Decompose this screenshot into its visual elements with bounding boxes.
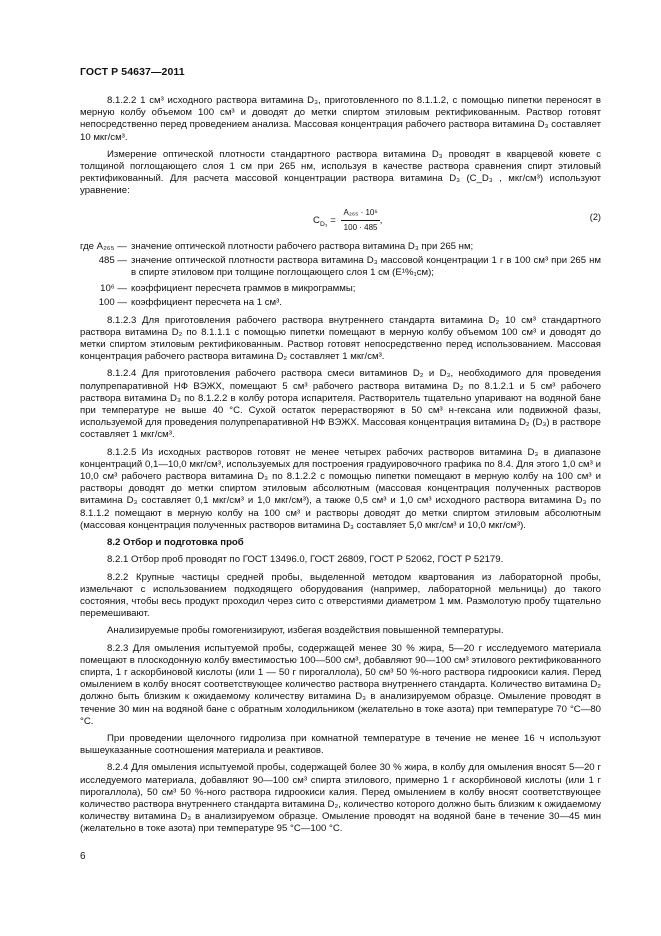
paragraph-8-1-2-4: 8.1.2.4 Для приготовления рабочего раствора смеси витаминов D₂ и D₃, необходимого для проведения полупрепаративной НФ ВЭЖХ, помещают 5 см³ рабочего раствора витамина D₂ по 8.1.2.1 и 5 см³ рабочего раствора витамина D₃ по 8.1.2.2 в колбу ротора испарителя. Растворитель тщательно упаривают на водяной бане при температуре не выше 40 °С. Сухой остаток перерастворяют в 50 см³ н-гексана или подвижной фазы, используемой для проведения полупрепаративной НФ ВЭЖХ. Массовая концентрация витамина D₂ (D₃) в растворе составляет 1 мкг/см³. (80, 368, 601, 441)
formula-expression (313, 207, 382, 234)
formula-2 (80, 203, 601, 235)
legend-text: значение оптической плотности раствора витамина D₃ массовой концентрации 1 г в 100 см³ при 265 нм в спирте этиловом при толщине поглощающего слоя 1 см (E¹%₁см); (131, 254, 601, 279)
legend-label: 100 — (98, 297, 127, 309)
legend-label: 10⁶ — (100, 283, 127, 295)
formula-tail: , (379, 214, 383, 226)
document-header: ГОСТ Р 54637—2011 (80, 66, 185, 78)
formula-lhs: C (313, 214, 320, 226)
paragraph-measurement: Измерение оптической плотности стандартного раствора витамина D₃ проводят в кварцевой кювете с толщиной поглощающего слоя 1 см при 265 нм, используя в качестве раствора сравнения спирт этиловый ректификованный. Для расчета массовой концентрации раствора витамина D₃ (C_D₃ , мкг/см³) используют уравнение: (80, 148, 601, 197)
section-heading: 8.2 Отбор и подготовка проб (107, 537, 244, 549)
formula-relation: = (330, 214, 336, 226)
legend-text: значение оптической плотности рабочего раствора витамина D₃ при 265 нм; (131, 240, 474, 252)
paragraph-homogenize: Анализируемые пробы гомогенизируют, избегая воздействия повышенной температуры. (107, 625, 504, 637)
formula-fraction (341, 207, 379, 234)
formula-lhs-sub: D₃ (319, 220, 328, 228)
formula-denominator: 100 · 485 (343, 222, 378, 232)
document-body (80, 95, 601, 841)
legend-text: коэффициент пересчета граммов в микрограммы; (131, 283, 356, 295)
legend-label: где A₂₆₅ — (80, 240, 127, 252)
paragraph-8-1-2-5: 8.1.2.5 Из исходных растворов готовят не менее четырех рабочих растворов витамина D₃ в диапазоне концентраций 0,1—10,0 мкг/см³, используемых для построения градуировочного графика по 8.4. Для этого 1,0 см³ и 10,0 см³ рабочего раствора витамина D₃ по 8.1.2.2 с помощью пипетки помещают в мерную колбу на 100 см³ и растворы доводят до метки спиртом этиловым абсолютным (массовая концентрация полученных растворов витамина D₃ составляет 0,1 мкг/см³ и 1,0 мкг/см³), а также 0,5 см³ и 1,0 см³ исходного раствора витамина D₃ по 8.1.1.2 помещают в мерную колбу на 100 см³ и растворы доводят до метки спиртом этиловым абсолютным (массовая концентрация полученных растворов витамина D₃ составляет 5,0 мкг/см³ и 10,0 мкг/см³). (80, 446, 601, 531)
legend-row (80, 297, 601, 309)
paragraph-8-1-2-2: 8.1.2.2 1 см³ исходного раствора витамина D₃, приготовленного по 8.1.1.2, с помощью пипетки переносят в мерную колбу объемом 100 см³ и доводят до метки спиртом этиловым ректификованным. Раствор готовят непосредственно перед проведением анализа. Массовая концентрация рабочего раствора витамина D₃ составляет 10 мкг/см³. (80, 95, 601, 143)
legend-row (80, 241, 601, 253)
legend-label: 485 — (98, 254, 127, 266)
page-number: 6 (80, 851, 86, 862)
legend-text: коэффициент пересчета на 1 см³. (131, 297, 282, 309)
formula-number: (2) (589, 211, 601, 222)
paragraph-8-2-4: 8.2.4 Для омыления испытуемой пробы, содержащей более 30 % жира, в колбу для омыления вносят 5—20 г исследуемого материала, добавляют 90—100 см³ спирта этилового, примерно 1 г аскорбиновой кислоты (или 1 г пирогаллола), 50 см³ 50 %-ного раствора гидроокиси калия. Перед омылением в колбу вносят соответствующее количество раствора внутреннего стандарта витамина D₂, количество которого должно быть близким к ожидаемому количеству витамина D₃ в анализируемом образце. Омыление проводят на водяной бане в течение 30—45 мин (желательно в токе азота) при температуре 95 °С—100 °С. (80, 762, 601, 835)
paragraph-8-2-3: 8.2.3 Для омыления испытуемой пробы, содержащей менее 30 % жира, 5—20 г исследуемого материала помещают в плоскодонную колбу вместимостью 100—500 см³, добавляют 90—100 см³ этилового ректификованного спирта, 1 г аскорбиновой кислоты (или 1 — 50 г пирогаллола), 50 см³ 50 %-ного раствора гидроокиси калия. Перед омылением в колбу вносят соответствующее количество раствора внутреннего стандарта. Количество витамина D₂ должно быть близким к ожидаемому количеству витамина D₃ в анализируемом образце. Омыление проводят в течение 30 мин на водяной бане с обратным холодильником (желательно в токе азота) при температуре 70 °С—80 °С. (80, 642, 601, 727)
formula-numerator: A₂₆₅ · 10⁶ (341, 207, 379, 221)
paragraph-8-2-1: 8.2.1 Отбор проб проводят по ГОСТ 13496.0, ГОСТ 26809, ГОСТ Р 52062, ГОСТ Р 52179. (107, 554, 504, 566)
paragraph-8-2-2: 8.2.2 Крупные частицы средней пробы, выделенной методом квартования из лабораторной пробы, измельчают с использованием подходящего оборудования (например, лабораторной мельницы) до такого состояния, чтобы весь продукт проходил через сито с отверстиями диаметром 1 мм. Размолотую пробу тщательно перемешивают. (80, 571, 601, 620)
legend-row (80, 283, 601, 295)
paragraph-8-1-2-3: 8.1.2.3 Для приготовления рабочего раствора внутреннего стандарта витамина D₂ 10 см³ стандартного раствора витамина D₂ по 8.1.1.1 с помощью пипетки помещают в мерную колбу объемом 100 см³ и доводят до метки спиртом этиловым ректификованным. Раствор готовят непосредственно перед использованием. Массовая концентрация рабочего раствора витамина D₂ составляет 1 мкг/см³. (80, 314, 601, 363)
formula-legend (80, 241, 601, 310)
legend-row (80, 255, 601, 279)
paragraph-hydrolysis: При проведении щелочного гидролиза при комнатной температуре в течение не менее 16 ч используют вышеуказанные соотношения материала и реактивов. (80, 732, 601, 757)
